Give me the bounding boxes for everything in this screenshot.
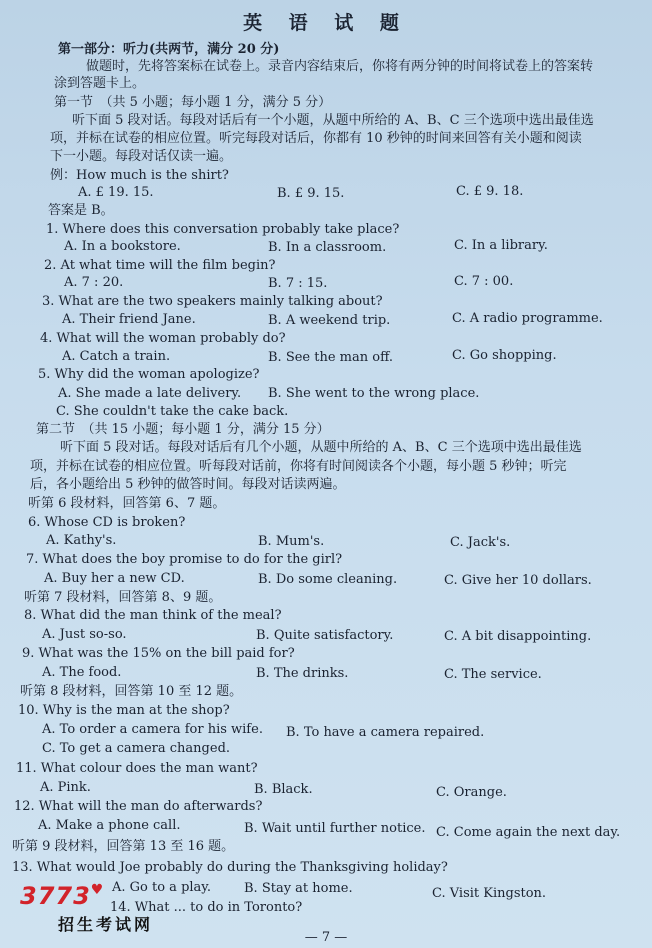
- q6-option-b: B. Mum's.: [258, 534, 325, 549]
- q5-option-c: C. She couldn't take the cake back.: [56, 404, 289, 419]
- q13-option-c: C. Visit Kingston.: [432, 886, 547, 901]
- q7-option-c: C. Give her 10 dollars.: [444, 573, 592, 588]
- q10-option-b: B. To have a camera repaired.: [286, 725, 485, 740]
- q12-option-b: B. Wait until further notice.: [244, 821, 426, 836]
- section1-instr-line1: 听下面 5 段对话。每段对话后有一个小题，从题中所给的 A、B、C 三个选项中选出最佳选: [72, 113, 594, 128]
- q11-option-b: B. Black.: [254, 782, 313, 797]
- question-4: 4. What will the woman probably do?: [40, 331, 286, 346]
- q13-option-b: B. Stay at home.: [244, 881, 353, 896]
- material-9-heading: 听第 9 段材料，回答第 13 至 16 题。: [12, 839, 235, 854]
- heart-icon: ♥: [90, 882, 105, 898]
- example-option-a: A. £ 19. 15.: [78, 185, 154, 200]
- material-6-heading: 听第 6 段材料，回答第 6、7 题。: [28, 496, 226, 511]
- q2-option-c: C. 7 : 00.: [454, 274, 514, 289]
- q3-option-c: C. A radio programme.: [452, 311, 603, 326]
- q4-option-b: B. See the man off.: [268, 350, 393, 365]
- question-1: 1. Where does this conversation probably take place?: [46, 222, 400, 237]
- q12-option-c: C. Come again the next day.: [436, 825, 621, 840]
- q8-option-b: B. Quite satisfactory.: [256, 628, 394, 643]
- logo-subtitle: 招生考试网: [58, 915, 154, 934]
- q10-option-a: A. To order a camera for his wife.: [42, 722, 263, 737]
- q11-option-a: A. Pink.: [40, 780, 91, 795]
- question-11: 11. What colour does the man want?: [16, 761, 258, 776]
- q1-option-c: C. In a library.: [454, 238, 548, 253]
- question-10: 10. Why is the man at the shop?: [18, 703, 230, 718]
- material-7-heading: 听第 7 段材料，回答第 8、9 题。: [24, 590, 222, 605]
- section2-instr-line3: 后，各小题给出 5 秒钟的做答时间。每段对话读两遍。: [30, 477, 346, 492]
- question-3: 3. What are the two speakers mainly talking about?: [42, 294, 383, 309]
- section1-heading: 第一节 （共 5 小题；每小题 1 分，满分 5 分）: [54, 95, 332, 110]
- q7-option-b: B. Do some cleaning.: [258, 572, 398, 587]
- part1-intro-line1: 做题时，先将答案标在试卷上。录音内容结束后，你将有两分钟的时间将试卷上的答案转: [86, 59, 594, 74]
- question-8: 8. What did the man think of the meal?: [24, 608, 282, 623]
- page-number: — 7 —: [304, 930, 348, 945]
- question-13: 13. What would Joe probably do during the Thanksgiving holiday?: [12, 860, 448, 875]
- q7-option-a: A. Buy her a new CD.: [44, 571, 185, 586]
- q1-option-b: B. In a classroom.: [268, 240, 387, 255]
- q13-option-a: A. Go to a play.: [112, 880, 212, 895]
- question-6: 6. Whose CD is broken?: [28, 515, 186, 530]
- example-option-c: C. £ 9. 18.: [456, 184, 524, 199]
- q8-option-a: A. Just so-so.: [42, 627, 127, 642]
- q11-option-c: C. Orange.: [436, 785, 507, 800]
- q12-option-a: A. Make a phone call.: [38, 818, 181, 833]
- q4-option-c: C. Go shopping.: [452, 348, 557, 363]
- question-7: 7. What does the boy promise to do for the girl?: [26, 552, 343, 567]
- q9-option-c: C. The service.: [444, 667, 542, 682]
- q3-option-a: A. Their friend Jane.: [62, 312, 196, 327]
- q6-option-a: A. Kathy's.: [46, 533, 117, 548]
- example-option-b: B. £ 9. 15.: [277, 186, 345, 201]
- site-logo: [20, 882, 104, 910]
- part1-intro-line2: 涂到答题卡上。: [54, 76, 146, 91]
- example-answer: 答案是 B。: [48, 203, 114, 218]
- section2-instr-line2: 项，并标在试卷的相应位置。听每段对话前，你将有时间阅读各个小题，每小题 5 秒钟；听完: [30, 459, 567, 474]
- section1-instr-line2: 项，并标在试卷的相应位置。听完每段对话后，你都有 10 秒钟的时间来回答有关小题和阅读: [50, 131, 582, 146]
- q8-option-c: C. A bit disappointing.: [444, 629, 592, 644]
- q6-option-c: C. Jack's.: [450, 535, 511, 550]
- question-14: 14. What ... to do in Toronto?: [110, 900, 303, 915]
- question-9: 9. What was the 15% on the bill paid for?: [22, 646, 295, 661]
- q5-option-b: B. She went to the wrong place.: [268, 386, 480, 401]
- logo-text: 3773: [20, 882, 91, 910]
- page-title: 英 语 试 题: [243, 12, 409, 34]
- section1-instr-line3: 下一小题。每段对话仅读一遍。: [50, 149, 233, 164]
- example-question: 例：How much is the shirt?: [50, 168, 229, 183]
- q3-option-b: B. A weekend trip.: [268, 313, 391, 328]
- question-2: 2. At what time will the film begin?: [44, 258, 276, 273]
- q2-option-a: A. 7 : 20.: [64, 275, 124, 290]
- part1-heading: 第一部分：听力(共两节，满分 20 分): [58, 42, 280, 57]
- q9-option-a: A. The food.: [42, 665, 122, 680]
- q2-option-b: B. 7 : 15.: [268, 276, 328, 291]
- question-5: 5. Why did the woman apologize?: [38, 367, 260, 382]
- question-12: 12. What will the man do afterwards?: [14, 799, 263, 814]
- q10-option-c: C. To get a camera changed.: [42, 741, 231, 756]
- q5-option-a: A. She made a late delivery.: [58, 386, 242, 401]
- q9-option-b: B. The drinks.: [256, 666, 349, 681]
- section2-heading: 第二节 （共 15 小题；每小题 1 分，满分 15 分）: [36, 422, 330, 437]
- material-8-heading: 听第 8 段材料，回答第 10 至 12 题。: [20, 684, 243, 699]
- section2-instr-line1: 听下面 5 段对话。每段对话后有几个小题，从题中所给的 A、B、C 三个选项中选出最佳选: [60, 440, 582, 455]
- q1-option-a: A. In a bookstore.: [64, 239, 181, 254]
- q4-option-a: A. Catch a train.: [62, 349, 171, 364]
